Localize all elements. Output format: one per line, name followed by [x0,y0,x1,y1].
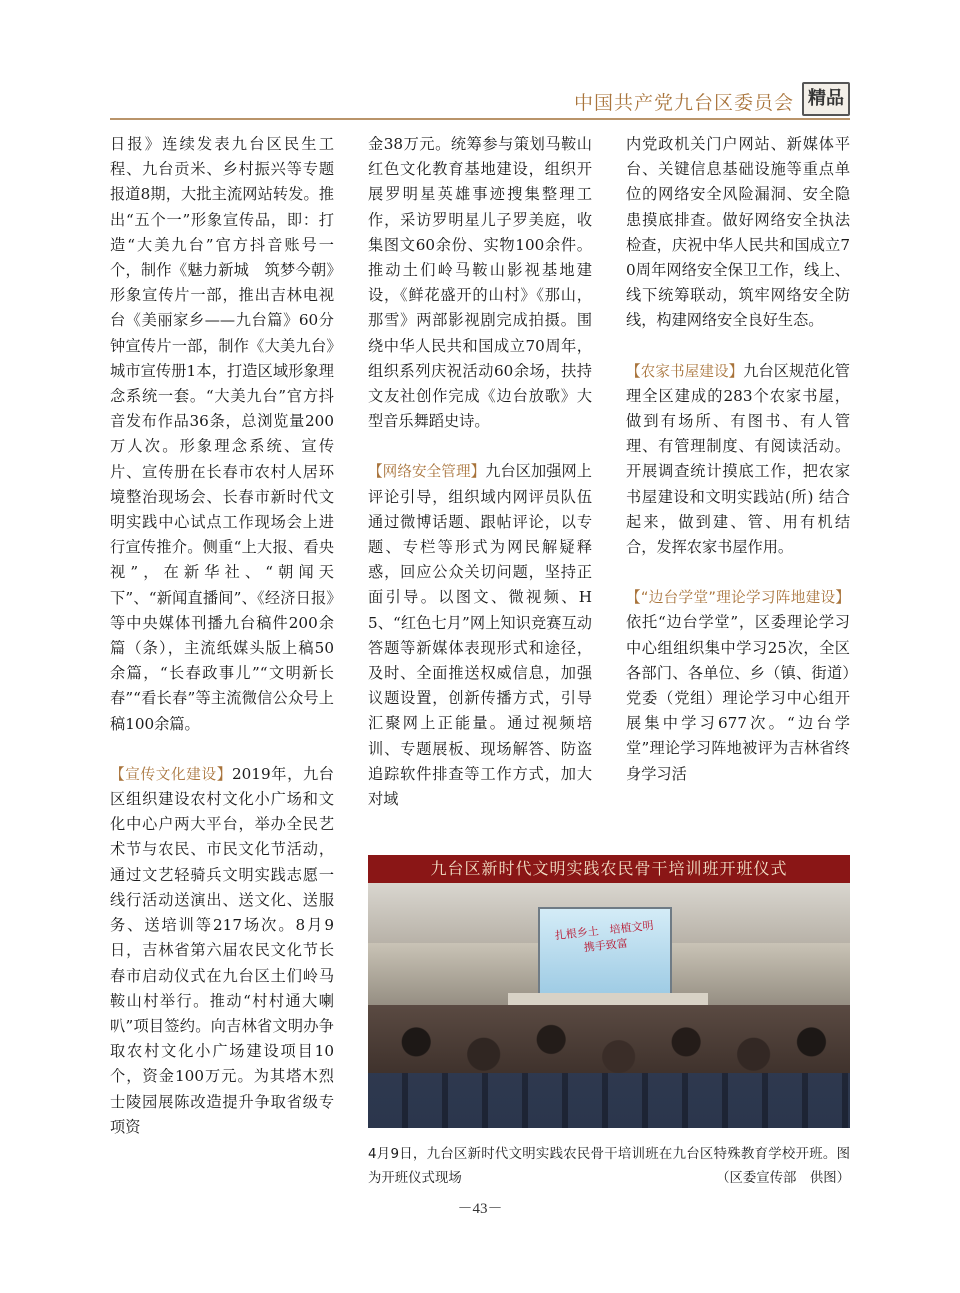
section-paragraph [626,585,850,787]
stage-screen-text: 扎根乡土 培植文明 携手致富 [554,917,666,955]
header-divider [110,118,850,120]
photo-banner: 九台区新时代文明实践农民骨干培训班开班仪式 [368,855,850,883]
section-heading: 【网络安全管理】 [368,463,486,481]
paragraph: 内党政机关门户网站、新媒体平台、关键信息基础设施等重点单位的网络安全风险漏洞、安全隐患摸底排查。做好网络安全执法检查，庆祝中华人民共和国成立70周年网络安全保卫工作，线上、线下统筹联动，筑牢网络安全防线，构建网络安全良好生态。 [626,135,850,330]
text-column-2 [368,132,592,812]
paragraph: 金38万元。统筹参与策划马鞍山红色文化教育基地建设，组织开展罗明星英雄事迹搜集整理工作，采访罗明星儿子罗美庭，收集图文60余份、实物100余件。推动土们岭马鞍山影视基地建设，《鲜花盛开的山村》《那山，那雪》两部影视剧完成拍摄。围绕中华人民共和国成立70周年，组织系列庆祝活动60余场，扶持文友社创作完成《边台放歌》大型音乐舞蹈史诗。 [368,135,592,431]
section-body: 九台区规范化管理全区建成的283个农家书屋，做到有场所、有图书、有人管理、有管理制度、有阅读活动。开展调查统计摸底工作，把农家书屋建设和文明实践站(所) 结合起来，做到建、管、用有机结合，发挥农家书屋作用。 [626,361,850,557]
photo-chairs [368,1073,850,1128]
section-body: 九台区加强网上评论引导，组织域内网评员队伍通过微博话题、跟帖评论，以专题、专栏等形式为网民解疑释惑，回应公众关切问题，坚持正面引导。以图文、微视频、H5、“红色七月”网上知识竞赛互动答题等新媒体表现形式和途径，及时、全面推送权威信息，加强议题设置，创新传播方式，引导汇聚网上正能量。通过视频培训、专题展板、现场解答、防盗追踪软件排查等工作方式，加大对域 [368,462,592,809]
event-photo [368,855,850,1128]
photo-stage-screen [538,907,672,997]
paragraph: 日报》连续发表九台区民生工程、九台贡米、乡村振兴等专题报道8期，大批主流网站转发。推出“五个一”形象宣传品，即：打造“大美九台”官方抖音账号一个，制作《魅力新城 筑梦今朝》形象宣传片一部，推出吉林电视台《美丽家乡——九台篇》60分钟宣传片一部，制作《大美九台》城市宣传册1本，打造区域形象理念系统一套。“大美九台”官方抖音发布作品36条，总浏览量200万人次。形象理念系统、宣传片、宣传册在长春市农村人居环境整治现场会、长春市新时代文明实践中心试点工作现场会上进行宣传推介。侧重“上大报、看央视”，在新华社、“朝闻天下”、“新闻直播间”、《经济日报》等中央媒体刊播九台稿件200余篇（条），主流纸媒头版上稿50余篇，“长春政事儿”“文明新长春”“看长春”等主流微信公众号上稿100余篇。 [110,135,334,733]
section-body: 2019年，九台区组织建设农村文化小广场和文化中心户两大平台，举办全民艺术节与农民、市民文化节活动，通过文艺轻骑兵文明实践志愿一线行活动送演出、送文化、送服务、送培训等217场次。8月9日，吉林省第六届农民文化节长春市启动仪式在九台区土们岭马鞍山村举行。推动“村村通大喇叭”项目签约。向吉林省文明办争取农村文化小广场建设项目10个，资金100万元。为其塔木烈士陵园展陈改造提升争取省级专项资 [110,764,334,1136]
text-column-3 [626,132,850,787]
text-column-1 [110,132,334,1140]
section-paragraph [368,459,592,812]
section-heading: 【宣传文化建设】 [110,765,232,783]
section-heading: 【农家书屋建设】 [626,362,744,380]
section-paragraph [626,359,850,561]
header-badge: 精品 [802,82,850,116]
section-heading: 【“边台学堂”理论学习阵地建设】 [626,589,850,607]
page-number: －43－ [457,1201,503,1217]
caption-credit: （区委宣传部 供图） [716,1171,850,1186]
header-title: 中国共产党九台区委员会 [573,92,794,114]
photo-audience [368,1005,850,1128]
caption-text: 4月9日，九台区新时代文明实践农民骨干培训班在九台区特殊教育学校开班。图为开班仪式现场 [368,1147,850,1186]
section-paragraph [110,762,334,1140]
section-body: 依托“边台学堂”，区委理论学习中心组组织集中学习25次，全区各部门、各单位、乡（镇、街道）党委（党组）理论学习中心组开展集中学习677次。“边台学堂”理论学习阵地被评为吉林省终身学习活 [626,613,850,783]
photo-caption [368,1143,850,1191]
page-header [0,80,960,120]
